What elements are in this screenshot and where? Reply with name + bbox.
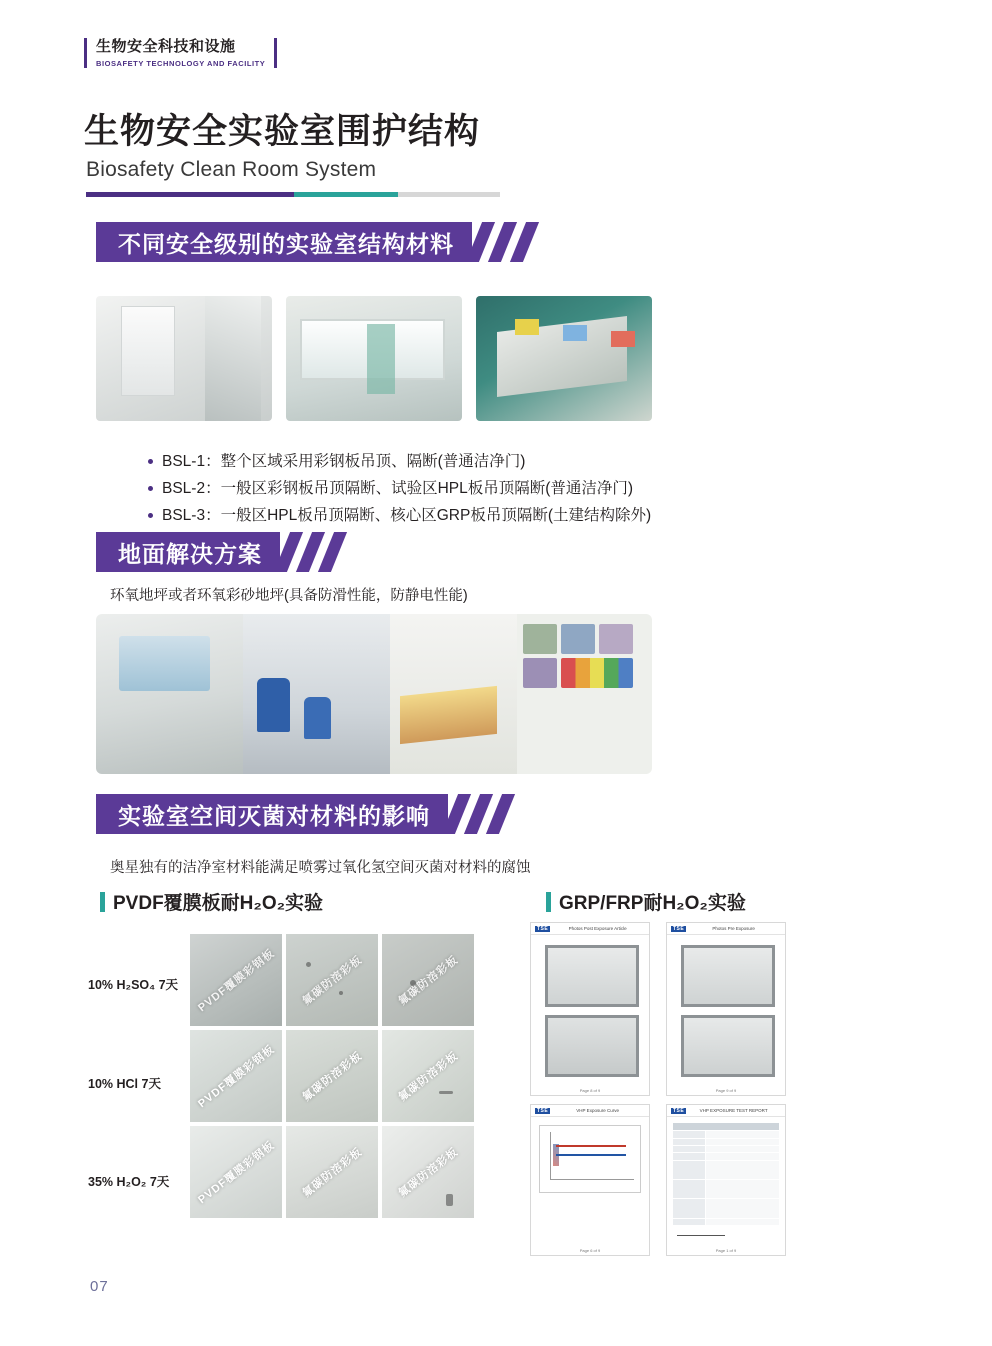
brand-rule-left xyxy=(84,38,87,68)
sample-photo xyxy=(286,1126,378,1218)
report-title: Photos Pre Exposure xyxy=(712,926,755,931)
tse-logo: TSE xyxy=(537,925,549,932)
sample-watermark: 氟碳防溶彩板 xyxy=(396,1049,461,1104)
page-title-en: Biosafety Clean Room System xyxy=(86,158,377,181)
section-banner-materials xyxy=(96,222,550,262)
tse-logo: TSE xyxy=(673,925,685,932)
cleanroom-interior-photo xyxy=(286,296,462,421)
materials-bullet-list xyxy=(108,448,848,529)
subheading-label: PVDF覆膜板耐H₂O₂实验 xyxy=(113,893,324,914)
tse-logo: TSE xyxy=(537,1107,549,1114)
subheading-marker xyxy=(546,892,551,912)
banner-chevron-icon xyxy=(280,532,358,572)
brand-title-cn: 生物安全科技和设施 xyxy=(96,38,236,55)
report-page-label: Page 1 of 9 xyxy=(715,1248,737,1253)
test-report-summary xyxy=(666,1104,786,1256)
sample-photo xyxy=(286,1030,378,1122)
floor-note: 环氧地坪或者环氧彩砂地坪(具备防滑性能，防静电性能) xyxy=(110,588,468,604)
tse-logo: TSE xyxy=(673,1107,685,1114)
sample-watermark: 氟碳防溶彩板 xyxy=(300,1049,365,1104)
divider-segment-teal xyxy=(294,192,398,197)
sample-watermark: PVDF覆膜彩钢板 xyxy=(196,1043,278,1111)
banner-label: 不同安全级别的实验室结构材料 xyxy=(118,230,454,257)
pvdf-sample-grid xyxy=(190,934,474,1218)
subheading-label: GRP/FRP耐H₂O₂实验 xyxy=(559,893,746,914)
signature xyxy=(677,1231,729,1243)
sample-watermark: PVDF覆膜彩钢板 xyxy=(196,947,278,1015)
banner-label: 实验室空间灭菌对材料的影响 xyxy=(118,802,430,829)
banner-body xyxy=(96,794,448,834)
floor-installation-photo xyxy=(243,614,390,774)
page-number: 07 xyxy=(90,1278,109,1295)
sample-panel-photo xyxy=(681,945,775,1007)
sample-watermark: 氟碳防溶彩板 xyxy=(300,953,365,1008)
epoxy-floor-photo xyxy=(96,614,243,774)
brand-text xyxy=(96,38,265,68)
report-page-label: Page 6 of 9 xyxy=(579,1248,601,1253)
table-row xyxy=(673,1180,779,1198)
sample-photo xyxy=(190,934,282,1026)
table-row xyxy=(673,1131,779,1137)
test-report-photos-pre-exposure xyxy=(666,922,786,1096)
test-row-label: 10% HCl 7天 xyxy=(88,1077,161,1091)
report-page-label: Page 8 of 9 xyxy=(579,1088,601,1093)
sample-watermark: 氟碳防溶彩板 xyxy=(300,1145,365,1200)
sample-photo xyxy=(190,1030,282,1122)
sample-photo xyxy=(382,934,474,1026)
banner-chevron-icon xyxy=(448,794,526,834)
sample-photo xyxy=(382,1030,474,1122)
divider-segment-purple xyxy=(86,192,294,197)
list-item: BSL-1：整个区域采用彩钢板吊顶、隔断(普通洁净门) xyxy=(148,448,848,475)
sample-photo xyxy=(382,1126,474,1218)
banner-body xyxy=(96,222,472,262)
test-report-photos-post-exposure xyxy=(530,922,650,1096)
section-banner-floor xyxy=(96,532,358,572)
exposure-curve-chart xyxy=(539,1125,641,1193)
sample-photo xyxy=(286,934,378,1026)
sample-photo xyxy=(190,1126,282,1218)
test-report-exposure-curve xyxy=(530,1104,650,1256)
curve-series-red xyxy=(556,1145,626,1147)
materials-image-row xyxy=(96,296,652,421)
banner-chevron-icon xyxy=(472,222,550,262)
subheading-pvdf xyxy=(100,888,323,915)
subheading-marker xyxy=(100,892,105,912)
sample-panel-photo xyxy=(545,1015,639,1077)
brand-header xyxy=(84,38,277,68)
banner-label: 地面解决方案 xyxy=(118,540,262,567)
cleanroom-corridor-photo xyxy=(96,296,272,421)
page-title-cn: 生物安全实验室围护结构 xyxy=(84,112,481,151)
table-row xyxy=(673,1146,779,1152)
subheading-grp xyxy=(546,888,746,915)
table-row xyxy=(673,1199,779,1217)
banner-body xyxy=(96,532,280,572)
table-row xyxy=(673,1161,779,1179)
list-item: BSL-3：一般区HPL板吊顶隔断、核心区GRP板吊顶隔断(土建结构除外) xyxy=(148,502,848,529)
report-table xyxy=(673,1123,779,1225)
title-divider xyxy=(86,192,500,197)
test-row-label: 10% H₂SO₄ 7天 xyxy=(88,978,179,992)
floor-image-row xyxy=(96,614,652,774)
report-title: Photos Post Exposure Article xyxy=(568,926,627,931)
test-row-label: 35% H₂O₂ 7天 xyxy=(88,1175,170,1189)
table-row xyxy=(673,1219,779,1225)
divider-segment-gray xyxy=(398,192,500,197)
brand-rule-right xyxy=(274,38,277,68)
curve-series-blue xyxy=(556,1154,626,1156)
sterilization-note: 奥星独有的洁净室材料能满足喷雾过氧化氢空间灭菌对材料的腐蚀 xyxy=(110,860,531,876)
report-title: VHP EXPOSURE TEST REPORT xyxy=(699,1108,768,1113)
sample-watermark: 氟碳防溶彩板 xyxy=(396,1145,461,1200)
sample-panel-photo xyxy=(681,1015,775,1077)
sample-panel-photo xyxy=(545,945,639,1007)
list-item: BSL-2：一般区彩钢板吊顶隔断、试验区HPL板吊顶隔断(普通洁净门) xyxy=(148,475,848,502)
section-banner-sterilization xyxy=(96,794,526,834)
sample-watermark: PVDF覆膜彩钢板 xyxy=(196,1139,278,1207)
sample-watermark: 氟碳防溶彩板 xyxy=(396,953,461,1008)
floor-color-samples xyxy=(517,614,652,774)
table-row xyxy=(673,1139,779,1145)
table-row xyxy=(673,1153,779,1159)
report-title: VHP Exposure Curve xyxy=(576,1108,619,1113)
brand-title-en: BIOSAFETY TECHNOLOGY AND FACILITY xyxy=(96,58,266,68)
floor-layer-diagram xyxy=(390,614,517,774)
cleanroom-3d-model xyxy=(476,296,652,421)
report-page-label: Page 9 of 9 xyxy=(715,1088,737,1093)
